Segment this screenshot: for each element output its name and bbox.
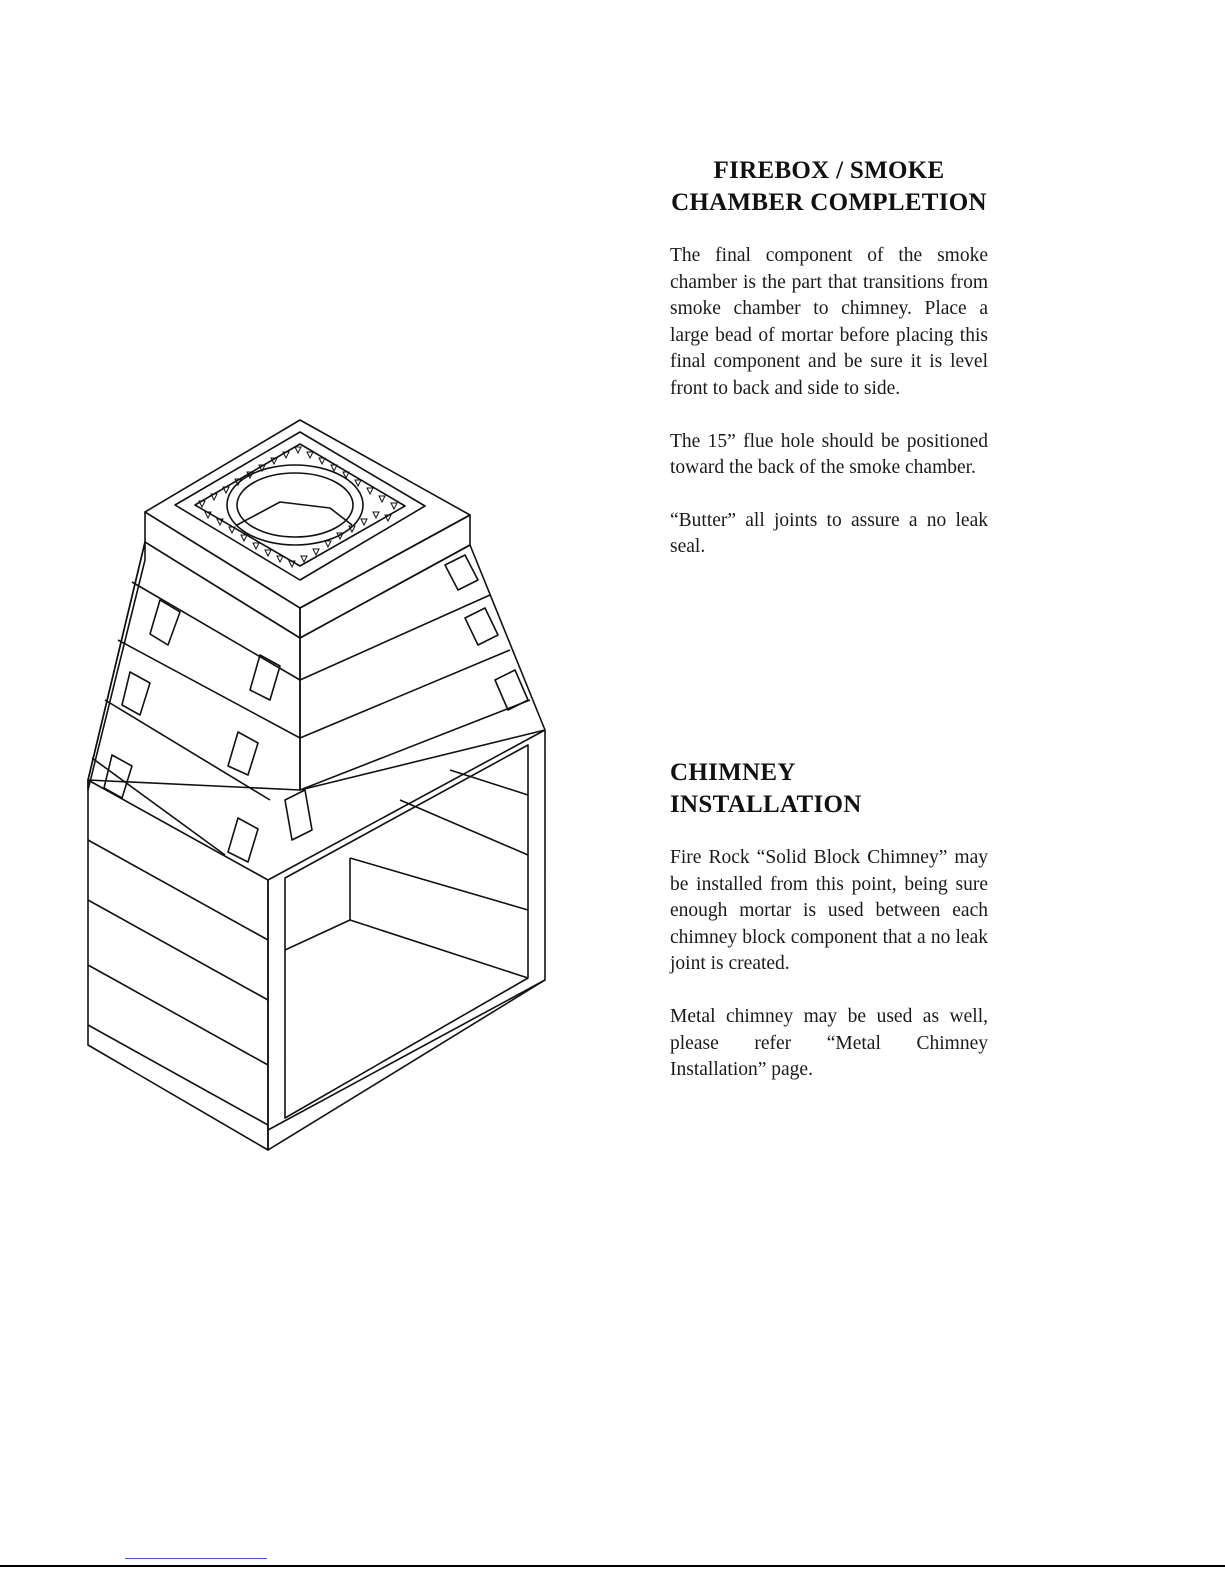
paragraph: The final component of the smoke chamber is the part that transitions from smoke chamber to chimney. Place a large bead of mortar before placing this final component and be sure it is level front to back and side to side. bbox=[670, 245, 988, 399]
paragraph: Fire Rock “Solid Block Chimney” may be installed from this point, being sure enough mortar is used between each chimney block component that a no leak joint is created. bbox=[670, 847, 988, 975]
section-chimney-installation bbox=[670, 757, 988, 1110]
paragraph: The 15” flue hole should be positioned toward the back of the smoke chamber. bbox=[670, 430, 988, 479]
paragraph: “Butter” all joints to assure a no leak seal. bbox=[670, 509, 988, 558]
paragraph: Metal chimney may be used as well, please refer “Metal Chimney Installation” page. bbox=[670, 1005, 988, 1081]
section-heading bbox=[670, 155, 988, 219]
fireplace-smoke-chamber-illustration bbox=[80, 415, 560, 1165]
section-firebox-smoke bbox=[670, 155, 988, 587]
footer-rule bbox=[0, 1565, 1225, 1567]
section-heading: CHIMNEY INSTALLATION bbox=[670, 759, 862, 818]
heading-line: CHAMBER COMPLETION bbox=[671, 189, 987, 216]
heading-line: FIREBOX / SMOKE bbox=[713, 157, 945, 184]
footer-link-underline bbox=[125, 1558, 267, 1559]
